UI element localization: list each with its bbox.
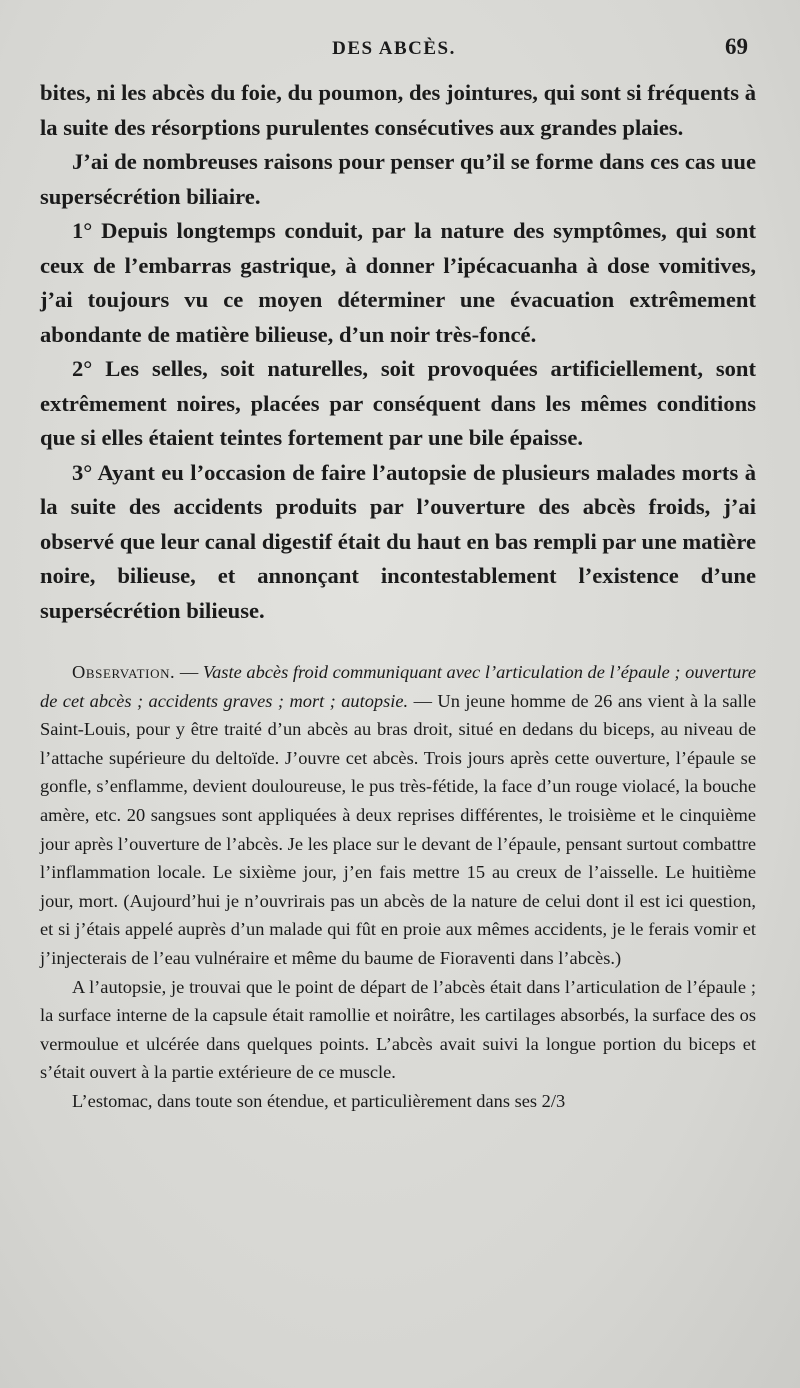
observation-title: Vaste abcès froid communiquant avec l’articulation de l’épaule ; ouverture de cet abcès ; accidents graves ; mort ; autopsie. <box>40 662 756 711</box>
observation-section <box>40 658 756 1116</box>
main-text <box>40 76 756 628</box>
observation-text: — Un jeune homme de 26 ans vient à la salle Saint-Louis, pour y être traité d’un abcès au bras droit, situé en dedans du biceps, au niveau de l’attache supérieure du deltoïde. J’ouvre cet abcès. Trois jours après cette ouverture, l’épaule se gonfle, s’enflamme, devient douloureuse, le pus très-fétide, la face d’un rouge violacé, la bouche amère, etc. 20 sangsues sont appliquées à deux reprises différentes, le troisième et le cinquième jour après l’ouverture de l’abcès. Je les place sur le devant de l’épaule, pensant surtout combattre l’inflammation locale. Le sixième jour, j’en fais mettre 15 au creux de l’aisselle. Le huitième jour, mort. (Aujourd’hui je n’ouvrirais pas un abcès de la nature de celui dont il est ici question, et si j’étais appelé auprès d’un malade qui fût en proie aux mêmes accidents, je le ferais vomir et j’injecterais de l’eau vulnéraire et même du baume de Fioraventi dans l’abcès.) <box>40 690 756 968</box>
body-text <box>40 76 756 1116</box>
paragraph-point-3: 3° Ayant eu l’occasion de faire l’autopsie de plusieurs malades morts à la suite des accidents produits par l’ouverture des abcès froids, j’ai observé que leur canal digestif était du haut en bas rempli par une matière noire, bilieuse, et annonçant incontestablement l’existence d’une supersécrétion bilieuse. <box>40 459 756 623</box>
paragraph-point-1: 1° Depuis longtemps conduit, par la nature des symptômes, qui sont ceux de l’embarras gastrique, à donner l’ipécacuanha à dose vomitives, j’ai toujours vu ce moyen déterminer une évacuation extrêmement abondante de matière bilieuse, d’un noir très-foncé. <box>40 218 756 347</box>
observation-paragraph <box>40 658 756 973</box>
paragraph-stomach: L’estomac, dans toute son étendue, et particulièrement dans ses 2/3 <box>72 1090 566 1111</box>
page-number: 69 <box>725 34 748 59</box>
observation-label: Observation. <box>72 662 176 682</box>
paragraph-reasons: J’ai de nombreuses raisons pour penser qu’il se forme dans ces cas uue supersécrétion biliaire. <box>40 149 756 209</box>
paragraph-point-2: 2° Les selles, soit naturelles, soit provoquées artificiellement, sont extrêmement noires, placées par conséquent dans les mêmes conditions que si elles étaient teintes fortement par une bile épaisse. <box>40 356 756 450</box>
page-header <box>40 34 748 66</box>
paragraph-autopsy: A l’autopsie, je trouvai que le point de départ de l’abcès était dans l’articulation de l’épaule ; la surface interne de la capsule était ramollie et noirâtre, les cartilages absorbés, la surface des os vermoulue et ulcérée dans quelques points. L’abcès avait suivi la longue portion du biceps et s’était ouvert à la partie extérieure de ce muscle. <box>40 976 756 1083</box>
running-title: DES ABCÈS. <box>332 38 456 59</box>
paragraph-continued: bites, ni les abcès du foie, du poumon, des jointures, qui sont si fréquents à la suite des résorptions purulentes consécutives aux grandes plaies. <box>40 80 756 140</box>
observation-dash: — <box>175 662 203 682</box>
